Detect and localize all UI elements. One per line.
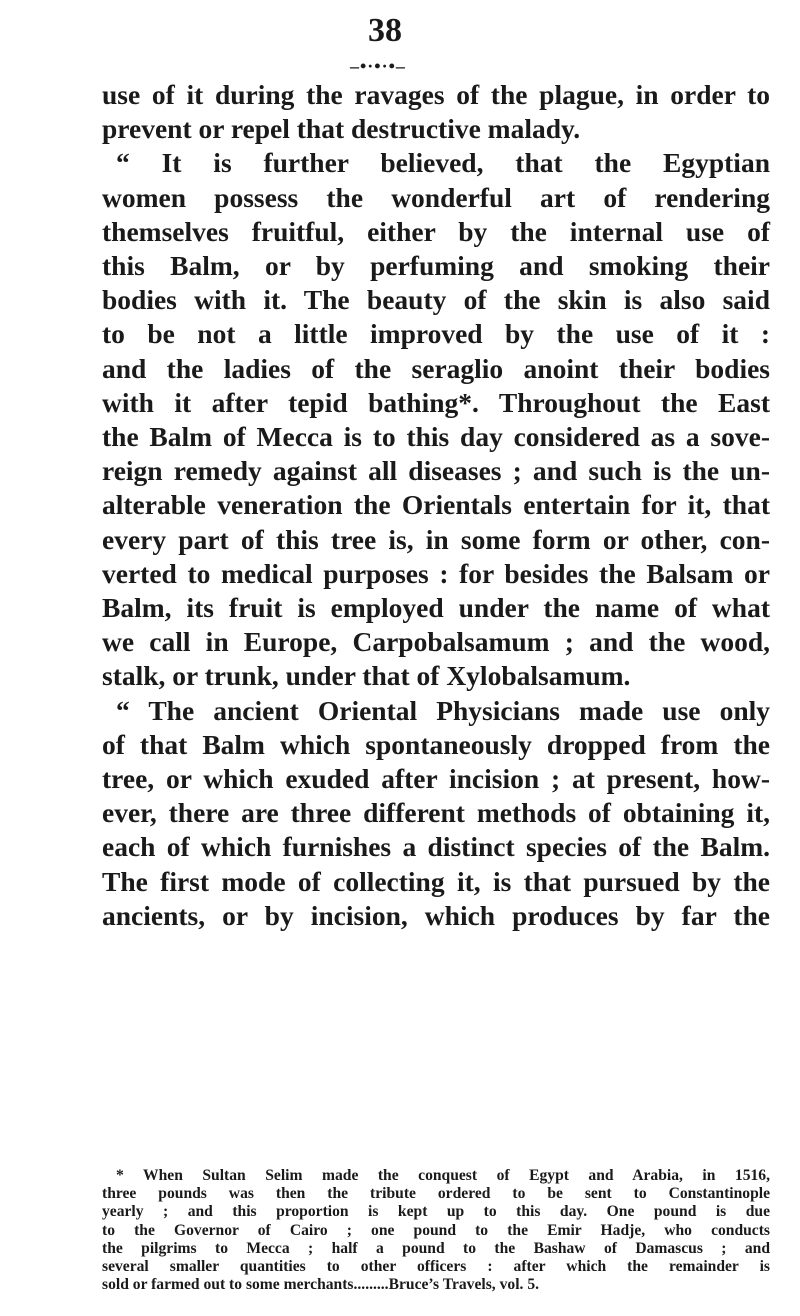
footnote-line: several smaller quantities to other officers : after which the remainder is [102,1258,770,1276]
text-line: with it after tepid bathing*. Throughout the East [102,386,770,418]
text-line: alterable veneration the Orientals entertain for it, that [102,489,770,521]
text-line: to be not a little improved by the use of it : [102,318,770,350]
text-line: The first mode of collecting it, is that pursued by the [102,865,770,897]
footnote-line: the pilgrims to Mecca ; half a pound to the Bashaw of Damascus ; and [102,1239,770,1257]
text-line: bodies with it. The beauty of the skin is also said [102,284,770,316]
body-text [102,78,770,933]
text-line: and the ladies of the seraglio anoint their bodies [102,352,770,384]
page-number: 38 [368,12,402,49]
text-line: the Balm of Mecca is to this day considered as a sove- [102,421,770,453]
text-line: themselves fruitful, either by the internal use of [102,215,770,247]
text-line: “ It is further believed, that the Egyptian [116,147,770,179]
text-line: use of it during the ravages of the plague, in order to [102,79,770,110]
text-line: of that Balm which spontaneously dropped from the [102,728,770,760]
text-line: we call in Europe, Carpobalsamum ; and the wood, [102,626,770,658]
text-line: prevent or repel that destructive malady. [102,113,581,145]
text-line: every part of this tree is, in some form or other, con- [102,523,770,555]
header-ornament: –•·•·•– [350,56,406,76]
text-line: ever, there are three different methods of obtaining it, [102,797,770,829]
text-line: women possess the wonderful art of rendering [102,181,770,213]
footnote-line: to the Governor of Cairo ; one pound to the Emir Hadje, who conducts [102,1221,770,1239]
text-line: reign remedy against all diseases ; and such is the un- [102,455,770,487]
footnote [102,1167,770,1294]
text-line: tree, or which exuded after incision ; at present, how- [102,763,770,795]
text-line: ancients, or by incision, which produces by far the [102,899,770,931]
footnote-line: sold or farmed out to some merchants.........Bruce’s Travels, vol. 5. [102,1276,540,1294]
text-line: “ The ancient Oriental Physicians made use only [116,694,770,726]
footnote-line: * When Sultan Selim made the conquest of Egypt and Arabia, in 1516, [116,1167,770,1184]
text-line: verted to medical purposes : for besides the Balsam or [102,557,770,589]
footnote-line: three pounds was then the tribute ordered to be sent to Constantinople [102,1185,770,1203]
text-line: Balm, its fruit is employed under the name of what [102,592,770,624]
text-line: this Balm, or by perfuming and smoking their [102,250,770,282]
text-line: each of which furnishes a distinct species of the Balm. [102,831,770,863]
text-line: stalk, or trunk, under that of Xylobalsamum. [102,660,631,692]
footnote-line: yearly ; and this proportion is kept up to this day. One pound is due [102,1203,770,1221]
